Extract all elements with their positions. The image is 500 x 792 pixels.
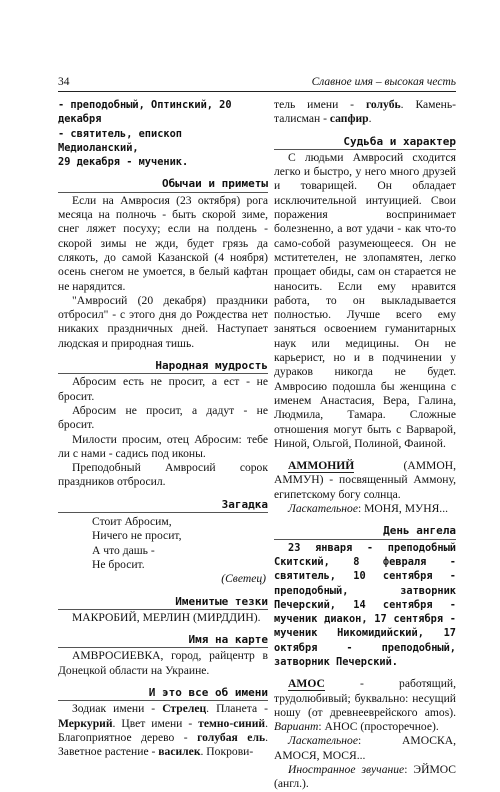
- text-run: : АМОСКА, АМОСЯ, МОСЯ...: [274, 734, 456, 762]
- saints-line: - святитель, епископ Медиоланский,: [58, 127, 182, 154]
- proverb: Преподобный Амвросий сорок праздников отбросил.: [58, 461, 268, 489]
- saints-line: - преподобный, Оптинский, 20 декабря: [58, 99, 232, 126]
- saints-list-continued: [58, 98, 268, 169]
- customs-paragraph: Если на Амвросия (23 октября) рога месяца на полночь - быть скорой зиме, снег ляжет посуху; если на полдень - скорой зимы не жди, будет грязь да слякоть, до самой Казанской (4 ноября) осень снегом не умоется, в белый кафтан не нарядится.: [58, 193, 268, 293]
- label: Иностранное звучание: [288, 763, 405, 777]
- text-run: : МОНЯ, МУНЯ...: [357, 502, 449, 516]
- proverb: Абросим не просит, а дадут - не бросит.: [58, 403, 268, 432]
- color-value: темно-синий: [198, 716, 266, 730]
- label: Ласкательное: [288, 502, 358, 516]
- angel-day-text: 23 января - преподобный Скитский, 8 февраля - святитель, 10 сентября - преподобный, затворник Печерский, 14 сентября - мученик диакон, 17 сентября - мученик Никомидийский, 17 октября - преподобный, затворник Печерский.: [274, 541, 456, 668]
- label: Ласкательное: [288, 734, 358, 748]
- running-title: Славное имя – высокая честь: [311, 76, 456, 88]
- poem-line: А что дашь -: [92, 543, 155, 557]
- section-heading-fate: Судьба и характер: [274, 135, 456, 150]
- text-run: : ЭЙМОС (англ.).: [274, 763, 456, 791]
- namesakes-text: МАКРОБИЙ, МЕРЛИН (МИРДДИН).: [72, 610, 261, 624]
- ammon-diminutive: [274, 502, 456, 516]
- section-heading-namesakes: Именитые тезки: [58, 595, 268, 610]
- text-run: . Заветное растение -: [58, 730, 268, 759]
- right-column: [274, 98, 456, 792]
- entry-name: АМОС: [288, 677, 325, 691]
- text-run: . Цвет имени -: [112, 716, 199, 730]
- customs-paragraph: "Амвросий (20 декабря) праздники отбросил" - с этого дня до Рождества нет никаких праздничных дней. Наступает людская и природная тишь.: [58, 293, 268, 350]
- section-heading-customs: Обычаи и приметы: [58, 177, 268, 192]
- plant-value: василек: [158, 745, 201, 759]
- zodiac-value: Стрелец: [162, 702, 207, 716]
- text-run: Зодиак имени -: [72, 702, 163, 716]
- riddle-poem: [58, 515, 268, 572]
- fate-paragraph: С людьми Амвросий сходится легко и быстро, у него много друзей и товарищей. Он обладает исключительной интуицией. Свои поражения воспринимает болезненно, а вот удачи - как что-то само-собой разумеющееся. Он не мститетелен, не злопамятен, легко прощает обиды, сам он старается не наносить. Если ему нравится работа, то он выкладывается полностью. Лучше всего ему заняться освоением гуманитарных наук или медицины. Он не карьерист, но и в подчинении у дураков никогда не будет. Амвросию подошла бы женщина с именем Анастасия, Вера, Галина, Людмила, Тамара. Сложные отношения могут быть с Варварой, Ниной, Ольгой, Полиной, Фаиной.: [274, 150, 456, 450]
- text-run: - работящий, трудолюбивый; буквально: несущий ношу (от древнееврейского amos).: [274, 677, 456, 719]
- amos-foreign: [274, 763, 456, 792]
- text-run: . Благоприятное дерево -: [58, 716, 268, 744]
- poem-line: Стоит Абросим,: [92, 515, 172, 529]
- planet-value: Меркурий: [58, 716, 113, 730]
- proverb: Милости просим, отец Абросим: тебе ли с нами - садись под иконы.: [58, 432, 268, 460]
- ammon-entry: [274, 459, 456, 502]
- section-heading-map: Имя на карте: [58, 633, 268, 648]
- text-run: (АММОН, АММУН) - посвященный Аммону, египетскому богу солнца.: [274, 459, 456, 501]
- map-text: АМВРОСИЕВКА, город, райцентр в Донецкой области на Украине.: [58, 649, 268, 677]
- section-heading-misc: И это все об имени: [58, 686, 268, 701]
- tree-value: голубая ель: [197, 730, 266, 744]
- left-column: [58, 98, 268, 759]
- text-run: . Камень-талисман -: [274, 98, 456, 126]
- section-heading-angel-day: День ангела: [274, 524, 456, 539]
- section-heading-riddle: Загадка: [58, 498, 268, 513]
- section-heading-wisdom: Народная мудрость: [58, 359, 268, 374]
- entry-name: АММОНИЙ: [288, 459, 355, 473]
- misc-continuation: [274, 98, 456, 127]
- stone-value: сапфир: [329, 112, 369, 126]
- label: Вариант: [274, 720, 319, 734]
- text-run: . Планета -: [206, 702, 268, 716]
- text-run: . Покрови-: [200, 745, 254, 759]
- text-run: тель имени -: [274, 98, 366, 111]
- text-run: : АНОС (просторечное).: [318, 720, 439, 734]
- poem-line: Не бросит.: [92, 557, 145, 571]
- riddle-source: (Светец): [221, 572, 266, 586]
- page-number: 34: [58, 76, 70, 88]
- animal-value: голубь: [365, 98, 401, 111]
- poem-line: Ничего не просит,: [92, 529, 182, 543]
- text-run: .: [368, 112, 372, 126]
- amos-entry: [274, 677, 456, 734]
- proverb: Абросим есть не просит, а ест - не бросит.: [58, 375, 268, 403]
- amos-diminutive: [274, 734, 456, 763]
- saints-line: 29 декабря - мученик.: [58, 156, 189, 169]
- page-header: [58, 76, 456, 92]
- misc-paragraph: [58, 702, 268, 759]
